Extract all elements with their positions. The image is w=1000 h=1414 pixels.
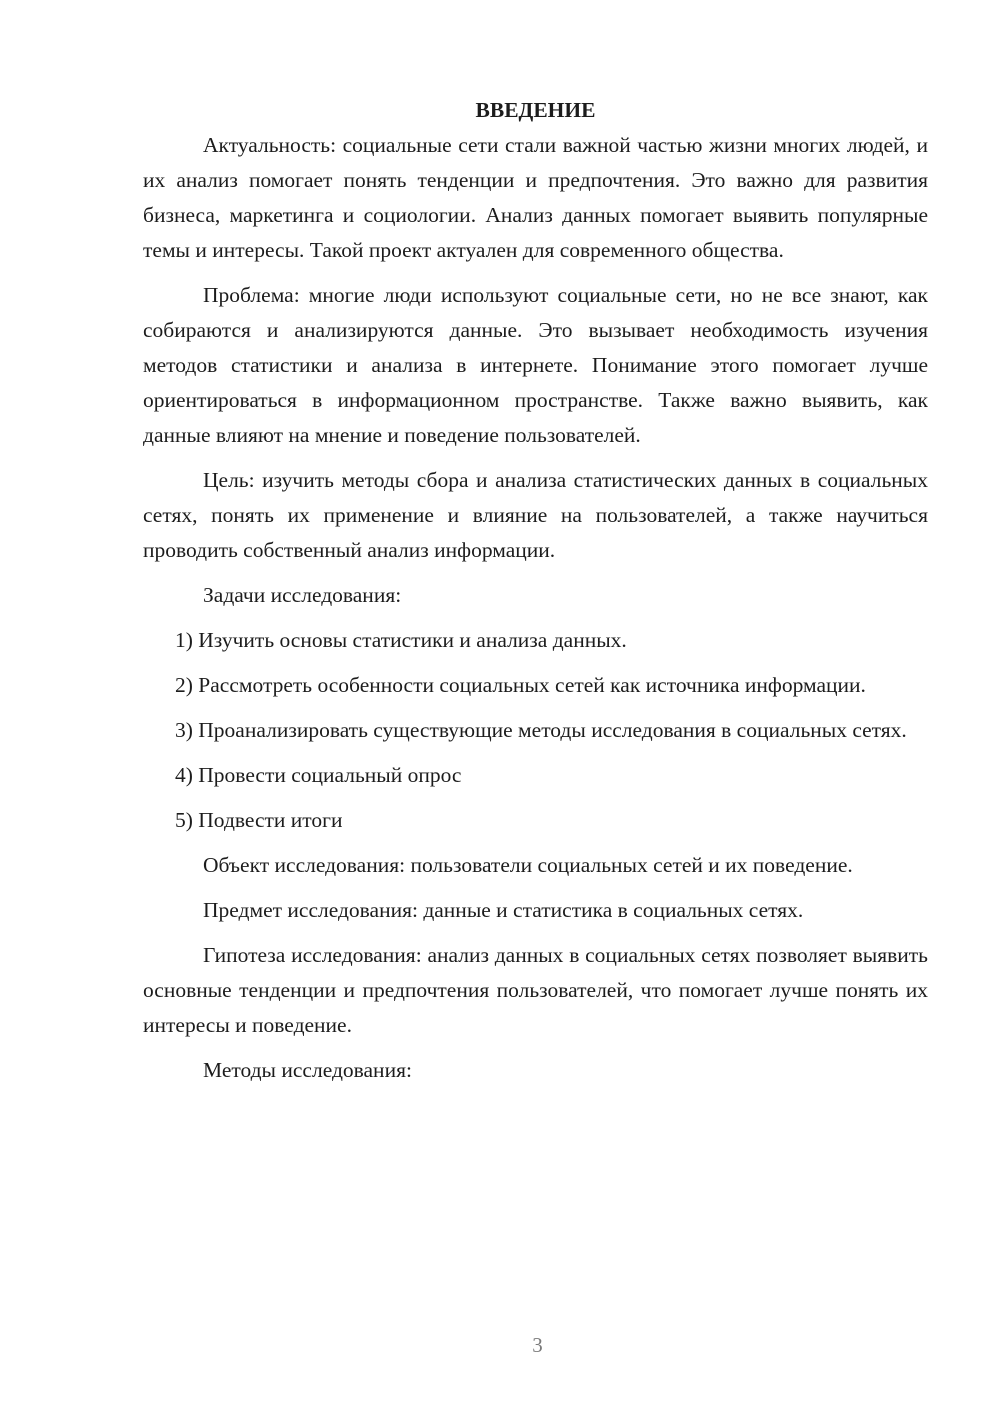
tasks-list: [143, 623, 928, 838]
list-item: 2) Рассмотреть особенности социальных сетей как источника информации.: [175, 673, 866, 697]
paragraph-object: Объект исследования: пользователи социальных сетей и их поведение.: [203, 853, 853, 877]
paragraph-methods-label: Методы исследования:: [203, 1058, 412, 1082]
list-item: 3) Проанализировать существующие методы исследования в социальных сетях.: [175, 718, 907, 742]
paragraph-goal: Цель: изучить методы сбора и анализа статистических данных в социальных сетях, понять их применение и влияние на пользователей, а также научиться проводить собственный анализ информации.: [143, 468, 928, 562]
list-item: 1) Изучить основы статистики и анализа данных.: [175, 628, 627, 652]
paragraph-subject: Предмет исследования: данные и статистика в социальных сетях.: [203, 898, 804, 922]
paragraph-tasks-label: Задачи исследования:: [203, 583, 402, 607]
document-page: [143, 93, 928, 1098]
page-number: 3: [532, 1333, 543, 1357]
section-heading: ВВЕДЕНИЕ: [475, 98, 596, 122]
list-item: 4) Провести социальный опрос: [175, 763, 462, 787]
paragraph-hypothesis: Гипотеза исследования: анализ данных в социальных сетях позволяет выявить основные тенденции и предпочтения пользователей, что помогает лучше понять их интересы и поведение.: [143, 943, 928, 1037]
paragraph-problem: Проблема: многие люди используют социальные сети, но не все знают, как собираются и анализируются данные. Это вызывает необходимость изучения методов статистики и анализа в интернете. Понимание этого помогает лучше ориентироваться в информационном пространстве. Также важно выявить, как данные влияют на мнение и поведение пользователей.: [143, 283, 928, 447]
list-item: 5) Подвести итоги: [175, 808, 343, 832]
paragraph-relevance: Актуальность: социальные сети стали важной частью жизни многих людей, и их анализ помогает понять тенденции и предпочтения. Это важно для развития бизнеса, маркетинга и социологии. Анализ данных помогает выявить популярные темы и интересы. Такой проект актуален для современного общества.: [143, 133, 928, 262]
